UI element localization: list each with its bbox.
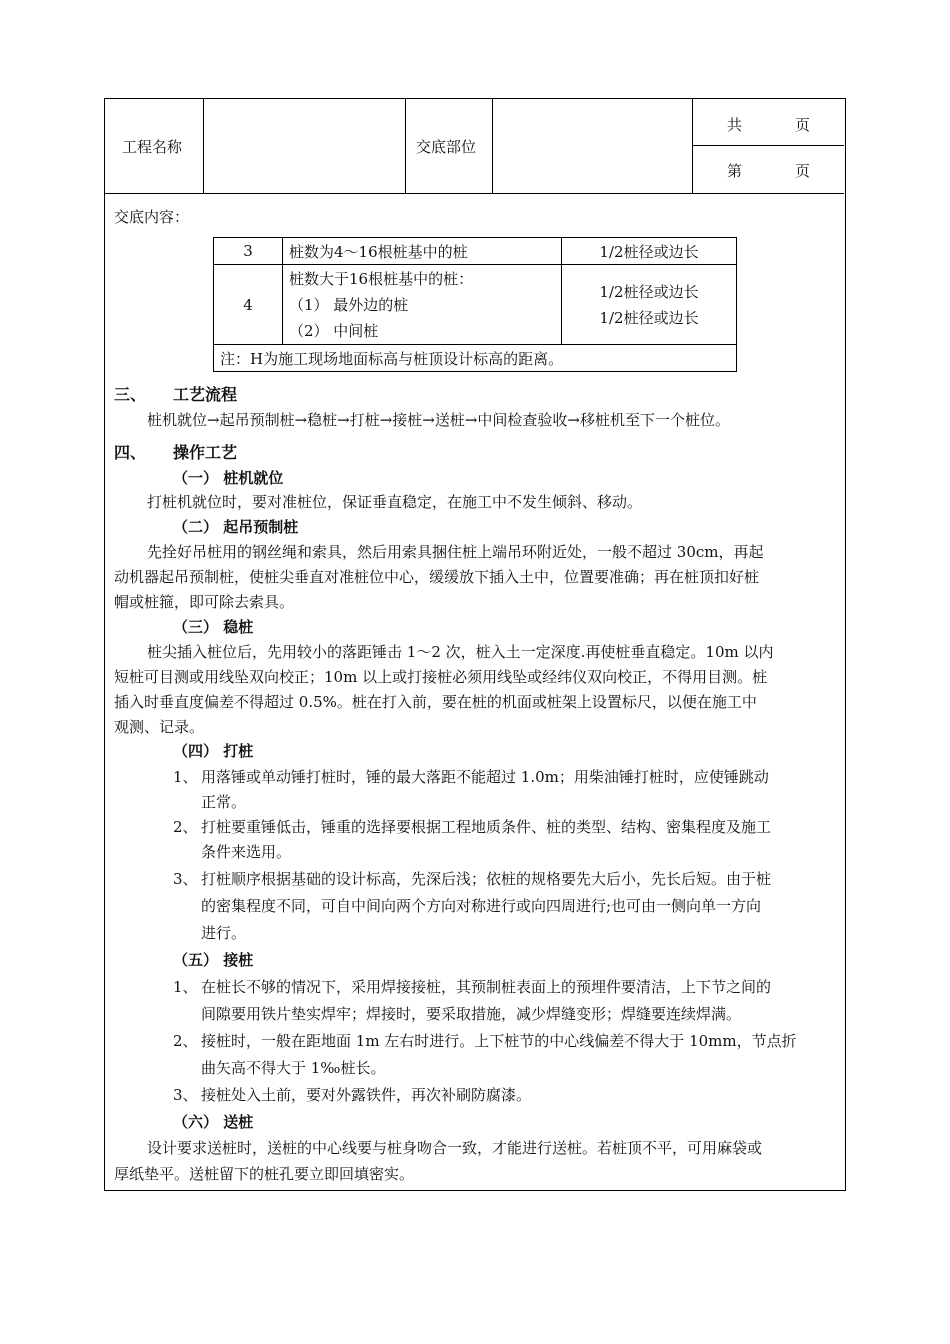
paragraph-line: 厚纸垫平。送桩留下的桩孔要立即回填密实。 [114,1165,415,1183]
list-item-line: 间隙要用铁片垫实焊牢；焊接时，要采取措施，减少焊缝变形；焊缝要连续焊满。 [201,1005,742,1023]
table-cell-desc [283,265,562,345]
list-item-line: 打桩顺序根据基础的设计标高，先深后浅；依桩的规格要先大后小，先长后短。由于桩 [201,870,772,888]
project-name-label: 工程名称 [122,138,183,156]
list-item-number: 3、 [173,870,198,888]
row4-value-b: 1/2桩径或边长 [599,308,699,327]
table-cell-desc: 桩数为4～16根桩基中的桩 [283,238,562,265]
subsection-5-title: （五） 接桩 [173,951,254,969]
header-divider [692,99,693,193]
list-item-line: 接桩时，一般在距地面 1m 左右时进行。上下桩节的中心线偏差不得大于 10mm，节点折 [201,1032,797,1050]
list-item-line: 接桩处入土前，要对外露铁件，再次补刷防腐漆。 [201,1086,532,1104]
disclosure-form [104,98,846,1191]
list-item-number: 1、 [173,978,198,996]
paragraph-line: 动机器起吊预制桩，使桩尖垂直对准桩位中心，缓缓放下插入土中，位置要准确；再在桩顶扣好桩 [114,568,760,586]
paragraph-line: 帽或桩箍，即可除去索具。 [114,593,295,611]
header-divider [492,99,493,193]
subsection-2-title: （二） 起吊预制桩 [173,518,299,536]
table-row [214,238,737,265]
pile-spacing-table [213,237,737,372]
paragraph-line: 先拴好吊桩用的钢丝绳和索具，然后用索具捆住桩上端吊环附近处，一般不超过 30cm，再起 [147,543,764,561]
list-item-line: 正常。 [201,793,247,811]
section-3-number: 三、 [114,385,147,404]
subsection-4-title: （四） 打桩 [173,742,254,760]
row4-value-a: 1/2桩径或边长 [599,282,699,301]
section-4-number: 四、 [114,443,147,462]
section-3-text: 桩机就位→起吊预制桩→稳桩→打桩→接桩→送桩→中间检查验收→移桩机至下一个桩位。 [147,411,730,429]
total-pages-right: 页 [795,116,811,134]
row4-title: 桩数大于16根桩基中的桩： [289,269,474,288]
page-number-left: 第 [727,162,743,180]
project-name-field[interactable] [205,101,403,191]
table-cell-value [562,265,737,345]
page-number-right: 页 [795,162,811,180]
row4-item-a: （1） 最外边的桩 [289,295,409,314]
form-header [105,99,844,194]
list-item-number: 3、 [173,1086,198,1104]
list-item-line: 的密集程度不同，可自中间向两个方向对称进行或向四周进行;也可由一侧向单一方向 [201,897,762,915]
paragraph-line: 插入时垂直度偏差不得超过 0.5%。桩在打入前，要在桩的机面或桩架上设置标尺，以便在施工中 [114,693,757,711]
header-divider [203,99,204,193]
subsection-1-title: （一） 桩机就位 [173,469,284,487]
content-label: 交底内容： [114,208,190,226]
disclosure-part-label: 交底部位 [416,138,477,156]
list-item-number: 2、 [173,818,198,836]
paragraph-line: 设计要求送桩时，送桩的中心线要与桩身吻合一致，才能进行送桩。若桩顶不平，可用麻袋或 [147,1139,763,1157]
table-cell-no: 4 [214,265,283,345]
subsection-6-title: （六） 送桩 [173,1113,254,1131]
row4-item-b: （2） 中间桩 [289,321,379,340]
paragraph-line: 桩尖插入桩位后，先用较小的落距锤击 1～2 次，桩入土一定深度.再使桩垂直稳定。10m 以内 [147,643,774,661]
table-cell-no: 3 [214,238,283,265]
list-item-line: 曲矢高不得大于 1‰桩长。 [201,1059,386,1077]
table-cell-value: 1/2桩径或边长 [562,238,737,265]
subsection-3-title: （三） 稳桩 [173,618,254,636]
table-note: 注：H为施工现场地面标高与桩顶设计标高的距离。 [214,345,737,372]
header-divider [405,99,406,193]
paragraph-line: 观测、记录。 [114,718,205,736]
list-item-line: 用落锤或单动锤打桩时，锤的最大落距不能超过 1.0m；用柴油锤打桩时，应使锤跳动 [201,768,769,786]
list-item-line: 打桩要重锤低击，锤重的选择要根据工程地质条件、桩的类型、结构、密集程度及施工 [201,818,772,836]
list-item-line: 条件来选用。 [201,843,292,861]
header-divider [692,145,844,146]
total-pages-left: 共 [727,116,743,134]
list-item-line: 在桩长不够的情况下，采用焊接接桩，其预制桩表面上的预埋件要清洁，上下节之间的 [201,978,772,996]
disclosure-part-field[interactable] [494,101,690,191]
paragraph-line: 短桩可目测或用线坠双向校正；10m 以上或打接桩必须用线坠或经纬仪双向校正，不得用目测。桩 [114,668,768,686]
list-item-line: 进行。 [201,924,247,942]
list-item-number: 2、 [173,1032,198,1050]
paragraph: 打桩机就位时，要对准桩位，保证垂直稳定，在施工中不发生倾斜、移动。 [147,493,643,511]
table-row [214,265,737,345]
section-4-title: 操作工艺 [173,443,238,462]
table-row [214,345,737,372]
list-item-number: 1、 [173,768,198,786]
section-3-title: 工艺流程 [173,385,238,404]
